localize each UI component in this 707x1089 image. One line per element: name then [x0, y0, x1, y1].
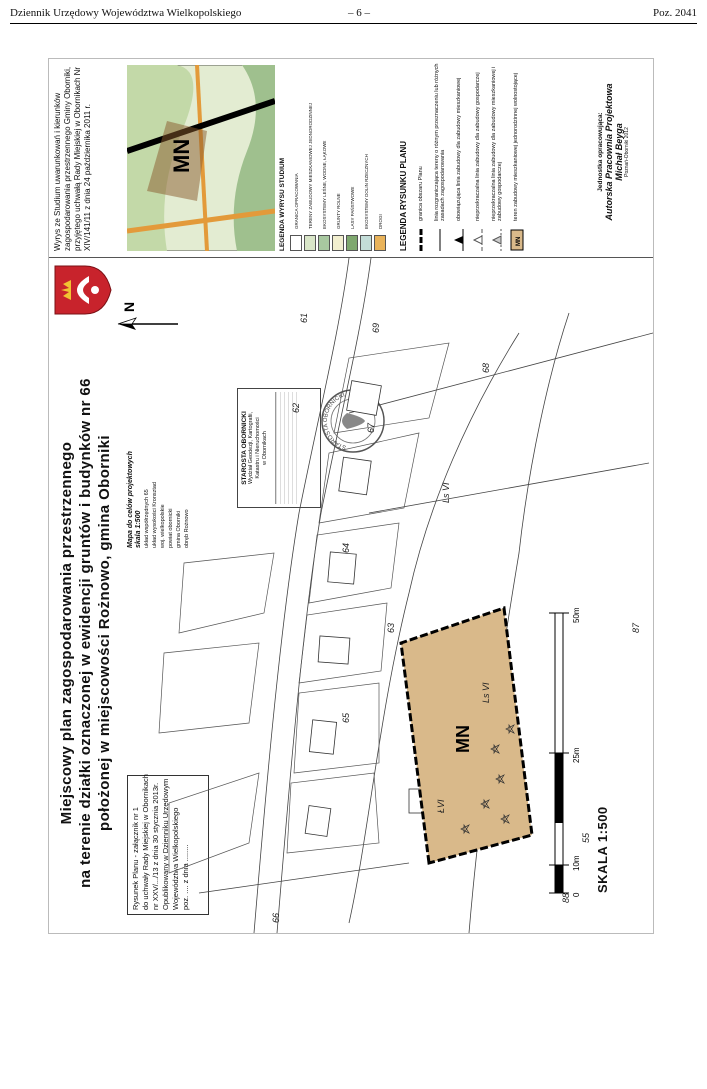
author-line-2: Autorska Pracownia Projektowa [604, 83, 614, 221]
parcel-number: 88 [561, 892, 571, 903]
legend-swatch [346, 235, 358, 251]
study-legend-row [373, 61, 387, 251]
header-divider [10, 23, 697, 24]
plan-legend-title: LEGENDA RYSUNKU PLANU [399, 140, 408, 251]
legend-swatch [290, 235, 302, 251]
legend-symbol-icon [472, 229, 484, 251]
study-extract-map [127, 65, 275, 251]
stamp-line: do uchwały Rady Miejskiej w Obornikach [141, 774, 150, 910]
page-number: – 6 – [348, 7, 370, 19]
legend-label: teren zabudowy mieszkaniowej jednorodzinnej wolnostojącej [512, 73, 519, 221]
stamp-line: nr XXV/.../13 z dnia 30 stycznia 2013r. [151, 782, 160, 910]
legend-symbol-icon [453, 229, 465, 251]
seal-text: STAROSTA OBORNICKI [322, 392, 348, 451]
study-legend-row [345, 61, 359, 251]
legend-label: nieprzekraczalna linia zabudowy dla zabudowy gospodarczej [474, 72, 481, 221]
legend-swatch [374, 235, 386, 251]
land-class: ŁVI [436, 799, 446, 813]
legend-swatch [304, 235, 316, 251]
study-zone-label: MN [169, 138, 194, 173]
study-extract-title: Wyrys ze Studium uwarunkowań i kierunków zagospodarowania przestrzennego Gminy Oborniki, przyjętego uchwałą Rady Miejskiej w Obornikach Nr XIV/141/11 z dnia 24 października 2011 r. [53, 66, 92, 251]
map-source-scale: skala 1:500 [135, 510, 142, 548]
map-source-line: woj. wielkopolskie [160, 504, 166, 548]
stamp-line: Opublikowany w Dzienniku Urzędowym [161, 778, 170, 910]
stamp-line: poz. .... z dnia ........ [181, 844, 190, 910]
plan-title-line-2: na terenie działki oznaczonej w ewidencji gruntów i budynków nr 66 [77, 378, 94, 888]
page-header [10, 4, 697, 22]
legend-panel [49, 58, 653, 258]
parcel-number: 87 [631, 622, 641, 633]
starosta-line: w Obornikach [262, 431, 268, 465]
study-legend-row [359, 61, 373, 251]
plan-sheet [48, 58, 654, 934]
legend-swatch [318, 235, 330, 251]
legend-label: obowiązująca linia zabudowy dla zabudowy mieszkaniowej [455, 77, 462, 221]
plan-title-line-1: Miejscowy plan zagospodarowania przestrzennego [58, 441, 75, 825]
legend-label: GRANICA OPRACOWANIA [293, 173, 299, 229]
legend-swatch [332, 235, 344, 251]
parcel-number: 64 [341, 542, 351, 553]
map-source-line: gmina Oborniki [176, 511, 182, 548]
legend-label: nieprzekraczalna linia zabudowy dla zabudowy mieszkaniowej i zabudowy gospodarczej [490, 66, 503, 221]
parcel-number: 61 [299, 312, 309, 323]
plan-legend-row [430, 61, 449, 251]
plan-legend [411, 61, 525, 251]
author-line-1: Jednostka opracowująca: [597, 112, 604, 192]
legend-label: GRUNTY ROLNE [335, 193, 341, 229]
zone-label: MN [453, 725, 473, 753]
parcel-number: 66 [271, 912, 281, 923]
map-source-line: powiat obornicki [168, 508, 174, 548]
starosta-line: Katastru i Nieruchomości [255, 417, 261, 479]
author-block [597, 67, 630, 237]
position-number: Poz. 2041 [653, 7, 697, 19]
study-legend-row [289, 61, 303, 251]
plan-legend-row [411, 61, 430, 251]
scale-tick-label: 10m [572, 855, 581, 871]
study-legend-row [303, 61, 317, 251]
map-source-title: Mapa do celów projektowych [127, 451, 134, 548]
legend-label: TERENY ZABUDOWY MIESZKANIOWEJ JEDNORODZINNEJ [307, 102, 313, 229]
legend-symbol-icon [510, 229, 522, 251]
scale-bar [535, 593, 625, 913]
parcel-number: 69 [371, 322, 381, 333]
author-line-4: Poznań-Oborniki 2012 [624, 127, 630, 177]
legend-swatch [360, 235, 372, 251]
parcel-number: 55 [581, 832, 591, 843]
scale-label: SKALA 1:500 [595, 806, 610, 893]
parcel-number: 63 [386, 622, 396, 633]
legend-label: granica obszaru Planu [417, 166, 424, 221]
scale-tick-label: 50m [572, 607, 581, 623]
legend-symbol-icon [415, 229, 427, 251]
stamp-line: Województwa Wielkopolskiego [171, 807, 180, 910]
land-class: Ls VI [481, 682, 491, 703]
plan-legend-row [506, 61, 525, 251]
plan-legend-row [449, 61, 468, 251]
study-legend-row [331, 61, 345, 251]
scale-tick-label: 0 [572, 892, 581, 897]
plan-sheet-content [49, 59, 653, 933]
starosta-line: Wydział Geodezji, Kartografii, [248, 411, 254, 485]
legend-symbol-icon [491, 229, 503, 251]
legend-label: DROGI [377, 214, 383, 229]
plan-legend-row [468, 61, 487, 251]
study-legend [289, 61, 387, 251]
parcel-number: 67 [366, 422, 376, 433]
svg-text:MN: MN [515, 236, 522, 246]
scale-tick-label: 25m [572, 747, 581, 763]
legend-symbol-icon [434, 229, 446, 251]
stamp-line: Rysunek Planu - załącznik nr 1 [131, 807, 140, 910]
starosta-title: STAROSTA OBORNICKI [241, 411, 248, 485]
author-line-3: Michał Beyga [614, 123, 624, 181]
legend-label: LASY PAŃSTWOWE [349, 186, 355, 229]
study-legend-title: LEGENDA WYRYSU STUDIUM [279, 157, 286, 251]
plan-legend-row [487, 61, 506, 251]
land-class: Ls VI [441, 482, 451, 503]
map-source-line: układ współrzędnych 65 [144, 489, 150, 548]
parcel-number: 68 [481, 362, 491, 373]
map-source-line: układ wysokości Kronsztad [152, 481, 158, 548]
parcel-number: 65 [341, 712, 351, 723]
north-label: N [121, 301, 137, 312]
map-source-line: obręb Rożnowo [184, 509, 190, 548]
legend-label: EKOSYSTEMY LEŚNE, WODNE, ŁĄKOWE [321, 140, 327, 229]
study-legend-row [317, 61, 331, 251]
journal-name: Dziennik Urzędowy Województwa Wielkopolskiego [10, 7, 242, 19]
plan-title-line-3: położonej w miejscowości Rożnowo, gmina Oborniki [96, 435, 113, 831]
parcel-number: 62 [291, 402, 301, 413]
legend-label: linia rozgraniczająca tereny o różnym przeznaczeniu lub różnych zasadach zagospodarowania [433, 63, 446, 221]
legend-label: EKOSYSTEMY DOLIN RZECZNYCH [363, 154, 369, 229]
